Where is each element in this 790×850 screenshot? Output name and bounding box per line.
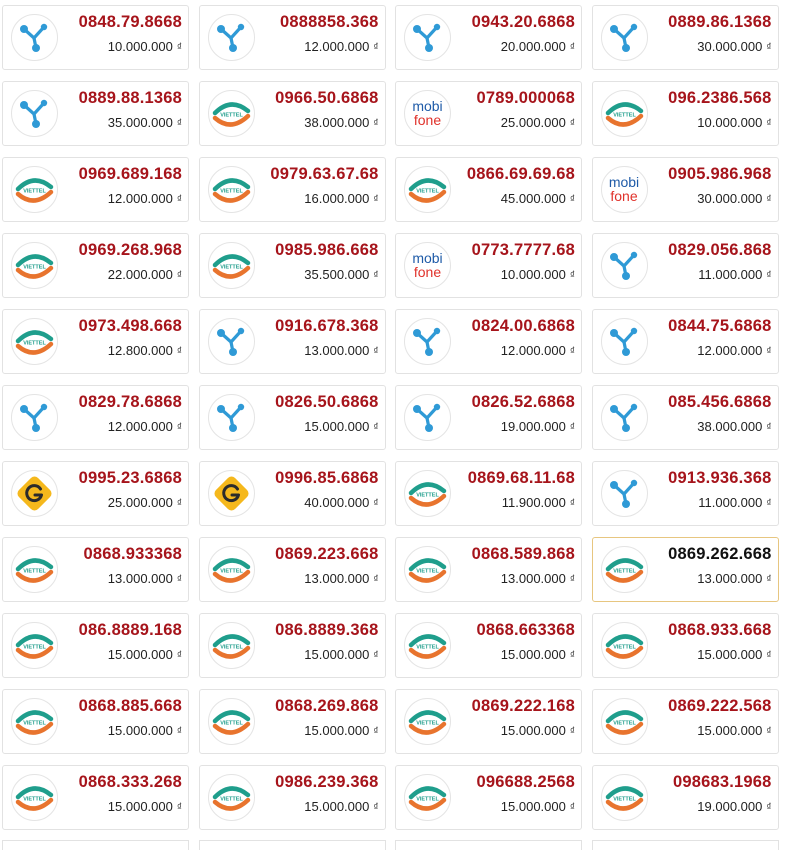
sim-number[interactable]: 0979.63.67.68 [270, 165, 379, 183]
mobifone-logo-text-1: mobi [412, 98, 443, 114]
sim-number[interactable]: 0829.056.868 [668, 241, 772, 259]
viettel-logo-icon [208, 622, 255, 669]
sim-price-value: 12.000.000 [107, 419, 173, 434]
currency-symbol: ₫ [569, 346, 575, 357]
currency-symbol: ₫ [766, 574, 772, 585]
sim-card[interactable] [395, 5, 582, 70]
currency-symbol: ₫ [373, 498, 379, 509]
mobifone-logo-text-2: fone [610, 188, 638, 204]
currency-symbol: ₫ [766, 726, 772, 737]
sim-price [697, 799, 771, 814]
currency-symbol: ₫ [766, 270, 772, 281]
sim-price [501, 799, 575, 814]
currency-symbol: ₫ [373, 118, 379, 129]
vinaphone-logo-icon [404, 318, 451, 365]
sim-number[interactable]: 0913.936.368 [668, 469, 772, 487]
sim-price [501, 267, 575, 282]
sim-number[interactable]: 096688.2568 [476, 773, 575, 791]
sim-card[interactable] [2, 613, 189, 678]
viettel-logo-icon [601, 622, 648, 669]
viettel-logo-text: VIETTEL [416, 720, 439, 727]
sim-number[interactable]: 0866.69.69.68 [466, 165, 575, 183]
sim-price-value: 12.000.000 [697, 343, 763, 358]
sim-price-value: 19.000.000 [500, 419, 566, 434]
sim-card[interactable] [592, 385, 779, 450]
viettel-logo-icon [11, 242, 58, 289]
sim-number[interactable]: 0889.88.1368 [78, 89, 182, 107]
sim-card[interactable] [2, 5, 189, 70]
viettel-logo-icon [601, 546, 648, 593]
sim-price-value: 13.000.000 [500, 571, 566, 586]
sim-price-value: 25.000.000 [107, 495, 173, 510]
sim-price-value: 15.000.000 [107, 723, 173, 738]
viettel-logo-text: VIETTEL [416, 644, 439, 651]
sim-price-value: 15.000.000 [107, 647, 173, 662]
sim-price [697, 39, 771, 54]
currency-symbol: ₫ [766, 422, 772, 433]
sim-price [304, 647, 378, 662]
mobifone-logo-icon [404, 242, 451, 289]
sim-price-value: 15.000.000 [697, 647, 763, 662]
sim-number[interactable]: 0943.20.6868 [471, 13, 575, 31]
sim-card[interactable] [395, 385, 582, 450]
viettel-logo-text: VIETTEL [219, 264, 243, 271]
sim-price [108, 191, 182, 206]
viettel-logo-icon [208, 774, 255, 821]
sim-card[interactable] [199, 157, 386, 222]
sim-price-value: 35.000.000 [107, 115, 173, 130]
vinaphone-logo-icon [208, 318, 255, 365]
currency-symbol: ₫ [569, 270, 575, 281]
sim-card[interactable] [592, 81, 779, 146]
vinaphone-logo-icon [601, 318, 648, 365]
currency-symbol: ₫ [176, 42, 182, 53]
vinaphone-logo-icon [601, 394, 648, 441]
sim-number[interactable]: 0916.678.368 [275, 317, 379, 335]
sim-number[interactable]: 0773.7777.68 [471, 241, 575, 259]
sim-number[interactable]: 0869.222.568 [668, 697, 772, 715]
currency-symbol: ₫ [373, 194, 379, 205]
sim-price [501, 571, 575, 586]
sim-price-value: 15.000.000 [500, 723, 566, 738]
viettel-logo-text: VIETTEL [416, 492, 439, 499]
sim-price [108, 723, 182, 738]
sim-price-value: 11.000.000 [698, 495, 763, 510]
sim-price-value: 10.000.000 [107, 39, 173, 54]
currency-symbol: ₫ [176, 650, 182, 661]
sim-price-value: 10.000.000 [697, 115, 763, 130]
viettel-logo-text: VIETTEL [219, 644, 243, 651]
mobifone-logo-text-1: mobi [608, 174, 640, 190]
sim-number[interactable]: 0966.50.6868 [275, 89, 379, 107]
sim-price [108, 39, 182, 54]
sim-price-value: 38.000.000 [304, 115, 370, 130]
viettel-logo-icon [11, 698, 58, 745]
sim-number[interactable]: 0869.68.11.68 [467, 469, 575, 487]
currency-symbol: ₫ [373, 42, 379, 53]
currency-symbol: ₫ [766, 346, 772, 357]
viettel-logo-icon [404, 470, 451, 517]
vinaphone-logo-icon [601, 14, 648, 61]
sim-price-value: 15.000.000 [500, 799, 566, 814]
sim-number[interactable]: 0869.262.668 [668, 545, 772, 563]
sim-card-partial [199, 840, 386, 850]
sim-price-value: 12.000.000 [500, 343, 566, 358]
mobifone-logo-text-1: mobi [412, 250, 443, 266]
sim-number[interactable]: 0868.269.868 [275, 697, 379, 715]
sim-price-value: 11.000.000 [698, 267, 763, 282]
sim-price [304, 115, 378, 130]
sim-price-value: 19.000.000 [697, 799, 763, 814]
sim-number[interactable]: 096.2386.568 [668, 89, 772, 107]
viettel-logo-text: VIETTEL [416, 796, 439, 803]
sim-card[interactable] [592, 157, 779, 222]
vinaphone-logo-icon [601, 470, 648, 517]
currency-symbol: ₫ [176, 726, 182, 737]
sim-card[interactable] [199, 461, 386, 526]
viettel-logo-icon [601, 698, 648, 745]
currency-symbol: ₫ [569, 118, 575, 129]
sim-price-value: 13.000.000 [107, 571, 173, 586]
sim-price-value: 38.000.000 [697, 419, 763, 434]
viettel-logo-icon [11, 622, 58, 669]
currency-symbol: ₫ [373, 270, 379, 281]
sim-card[interactable] [2, 157, 189, 222]
sim-card-partial [2, 840, 189, 850]
viettel-logo-text: VIETTEL [612, 644, 636, 651]
sim-price [501, 191, 575, 206]
currency-symbol: ₫ [569, 498, 575, 509]
viettel-logo-icon [11, 318, 58, 365]
sim-number[interactable]: 086.8889.168 [78, 621, 182, 639]
sim-price [304, 799, 378, 814]
sim-number[interactable]: 0996.85.6868 [275, 469, 379, 487]
sim-card[interactable] [395, 461, 582, 526]
sim-price [108, 267, 182, 282]
sim-price-value: 15.000.000 [304, 723, 370, 738]
sim-card[interactable] [592, 461, 779, 526]
currency-symbol: ₫ [569, 194, 575, 205]
mobifone-logo-text-2: fone [413, 264, 442, 280]
sim-price [697, 647, 771, 662]
currency-symbol: ₫ [766, 42, 772, 53]
sim-card[interactable] [2, 765, 189, 830]
sim-price [108, 419, 182, 434]
sim-number[interactable]: 0869.223.668 [275, 545, 379, 563]
viettel-logo-icon [404, 166, 451, 213]
sim-price [697, 191, 771, 206]
sim-card[interactable] [199, 537, 386, 602]
sim-price-value: 15.000.000 [500, 647, 566, 662]
currency-symbol: ₫ [373, 802, 379, 813]
currency-symbol: ₫ [176, 270, 182, 281]
currency-symbol: ₫ [569, 650, 575, 661]
sim-card[interactable] [592, 5, 779, 70]
sim-number[interactable]: 0868.589.868 [471, 545, 575, 563]
sim-price [697, 343, 771, 358]
sim-number[interactable]: 0868.663368 [476, 621, 575, 639]
sim-number[interactable]: 0969.689.168 [78, 165, 182, 183]
viettel-logo-text: VIETTEL [23, 720, 46, 727]
sim-price [698, 267, 771, 282]
sim-price [108, 343, 182, 358]
sim-card[interactable] [395, 765, 582, 830]
vinaphone-logo-icon [208, 394, 255, 441]
sim-price [304, 39, 378, 54]
sim-number[interactable]: 0868.933.668 [668, 621, 772, 639]
sim-number[interactable]: 0789.000068 [476, 89, 575, 107]
sim-price [501, 115, 575, 130]
sim-price [108, 571, 182, 586]
sim-price [304, 723, 378, 738]
sim-number[interactable]: 0868.933368 [83, 545, 182, 563]
sim-price-value: 13.000.000 [304, 571, 370, 586]
sim-card[interactable] [592, 309, 779, 374]
mobifone-logo-icon [601, 166, 648, 213]
viettel-logo-icon [404, 698, 451, 745]
sim-price [304, 191, 378, 206]
sim-card[interactable] [2, 309, 189, 374]
viettel-logo-text: VIETTEL [23, 796, 46, 803]
sim-price-value: 30.000.000 [697, 191, 763, 206]
sim-number[interactable]: 086.8889.368 [275, 621, 379, 639]
viettel-logo-text: VIETTEL [612, 568, 636, 575]
sim-number[interactable]: 0888858.368 [279, 13, 379, 31]
vinaphone-logo-icon [601, 242, 648, 289]
viettel-logo-icon [11, 166, 58, 213]
sim-price [304, 419, 378, 434]
currency-symbol: ₫ [176, 118, 182, 129]
sim-price-value: 20.000.000 [500, 39, 566, 54]
sim-price-value: 15.000.000 [304, 647, 370, 662]
sim-number[interactable]: 0995.23.6868 [78, 469, 182, 487]
sim-card[interactable] [2, 689, 189, 754]
sim-price-value: 15.000.000 [304, 419, 370, 434]
sim-price-value: 12.000.000 [304, 39, 370, 54]
vinaphone-logo-icon [208, 14, 255, 61]
currency-symbol: ₫ [176, 574, 182, 585]
vinaphone-logo-icon [11, 90, 58, 137]
currency-symbol: ₫ [766, 194, 772, 205]
viettel-logo-icon [208, 90, 255, 137]
sim-number[interactable]: 0889.86.1368 [668, 13, 772, 31]
sim-price [501, 723, 575, 738]
sim-price-value: 11.900.000 [501, 495, 566, 510]
sim-price-value: 15.000.000 [697, 723, 763, 738]
sim-price [304, 343, 378, 358]
viettel-logo-icon [11, 774, 58, 821]
sim-price-value: 13.000.000 [304, 343, 370, 358]
sim-card-partial [395, 840, 582, 850]
currency-symbol: ₫ [373, 346, 379, 357]
sim-price [304, 267, 378, 282]
viettel-logo-text: VIETTEL [23, 188, 46, 195]
viettel-logo-icon [404, 546, 451, 593]
viettel-logo-text: VIETTEL [416, 568, 439, 575]
sim-number[interactable]: 0905.986.968 [668, 165, 772, 183]
sim-price [501, 343, 575, 358]
sim-card[interactable] [199, 233, 386, 298]
viettel-logo-icon [404, 774, 451, 821]
sim-card[interactable] [395, 613, 582, 678]
currency-symbol: ₫ [373, 422, 379, 433]
sim-card[interactable] [395, 233, 582, 298]
sim-card[interactable] [395, 157, 582, 222]
sim-card[interactable] [199, 765, 386, 830]
sim-price [697, 419, 771, 434]
sim-price [697, 571, 771, 586]
sim-card[interactable] [199, 689, 386, 754]
currency-symbol: ₫ [569, 42, 575, 53]
viettel-logo-text: VIETTEL [612, 796, 636, 803]
sim-price [304, 495, 378, 510]
sim-card[interactable] [592, 537, 779, 602]
viettel-logo-icon [208, 698, 255, 745]
sim-number[interactable]: 0848.79.8668 [78, 13, 182, 31]
viettel-logo-text: VIETTEL [23, 340, 46, 347]
sim-card[interactable] [2, 461, 189, 526]
sim-card[interactable] [199, 81, 386, 146]
sim-card[interactable] [199, 613, 386, 678]
sim-price-value: 13.000.000 [697, 571, 763, 586]
currency-symbol: ₫ [569, 422, 575, 433]
sim-price-value: 25.000.000 [500, 115, 566, 130]
sim-price-value: 45.000.000 [500, 191, 566, 206]
sim-number[interactable]: 085.456.6868 [668, 393, 772, 411]
currency-symbol: ₫ [766, 498, 772, 509]
sim-card[interactable] [395, 537, 582, 602]
currency-symbol: ₫ [766, 650, 772, 661]
sim-price [502, 495, 575, 510]
viettel-logo-icon [208, 166, 255, 213]
sim-number[interactable]: 0844.75.6868 [668, 317, 772, 335]
sim-number[interactable]: 0868.333.268 [78, 773, 182, 791]
sim-card[interactable] [395, 309, 582, 374]
sim-price-value: 30.000.000 [697, 39, 763, 54]
sim-number[interactable]: 098683.1968 [672, 773, 772, 791]
gmobile-logo-icon [208, 470, 255, 517]
mobifone-logo-icon [404, 90, 451, 137]
vinaphone-logo-icon [404, 394, 451, 441]
currency-symbol: ₫ [373, 650, 379, 661]
sim-card[interactable] [2, 81, 189, 146]
viettel-logo-text: VIETTEL [219, 568, 243, 575]
vinaphone-logo-icon [404, 14, 451, 61]
viettel-logo-icon [601, 774, 648, 821]
currency-symbol: ₫ [373, 726, 379, 737]
viettel-logo-text: VIETTEL [612, 720, 636, 727]
viettel-logo-icon [404, 622, 451, 669]
sim-card[interactable] [592, 613, 779, 678]
viettel-logo-text: VIETTEL [219, 796, 243, 803]
sim-number[interactable]: 0868.885.668 [78, 697, 182, 715]
sim-number[interactable]: 0986.239.368 [275, 773, 379, 791]
sim-card[interactable] [2, 233, 189, 298]
sim-price-value: 22.000.000 [107, 267, 173, 282]
currency-symbol: ₫ [176, 802, 182, 813]
sim-price [108, 647, 182, 662]
vinaphone-logo-icon [11, 394, 58, 441]
sim-price-value: 40.000.000 [304, 495, 370, 510]
viettel-logo-text: VIETTEL [219, 188, 243, 195]
viettel-logo-text: VIETTEL [23, 264, 46, 271]
currency-symbol: ₫ [176, 422, 182, 433]
sim-card[interactable] [592, 689, 779, 754]
currency-symbol: ₫ [766, 118, 772, 129]
currency-symbol: ₫ [569, 802, 575, 813]
sim-price [108, 799, 182, 814]
sim-card[interactable] [592, 765, 779, 830]
sim-number[interactable]: 0826.52.6868 [471, 393, 575, 411]
viettel-logo-icon [601, 90, 648, 137]
sim-price [108, 115, 182, 130]
sim-number[interactable]: 0829.78.6868 [78, 393, 182, 411]
viettel-logo-text: VIETTEL [219, 720, 243, 727]
currency-symbol: ₫ [373, 574, 379, 585]
vinaphone-logo-icon [11, 14, 58, 61]
sim-price-value: 35.500.000 [304, 267, 370, 282]
sim-number[interactable]: 0973.498.668 [78, 317, 182, 335]
currency-symbol: ₫ [569, 574, 575, 585]
viettel-logo-text: VIETTEL [416, 188, 439, 195]
viettel-logo-text: VIETTEL [23, 568, 46, 575]
sim-price-value: 12.800.000 [107, 343, 173, 358]
sim-price-value: 15.000.000 [107, 799, 173, 814]
sim-number[interactable]: 0869.222.168 [471, 697, 575, 715]
sim-card[interactable] [2, 385, 189, 450]
gmobile-logo-icon [11, 470, 58, 517]
sim-card[interactable] [2, 537, 189, 602]
sim-price [697, 723, 771, 738]
sim-price-value: 10.000.000 [500, 267, 566, 282]
sim-price [698, 495, 771, 510]
currency-symbol: ₫ [766, 802, 772, 813]
sim-number[interactable]: 0985.986.668 [275, 241, 379, 259]
viettel-logo-text: VIETTEL [219, 112, 243, 119]
sim-card[interactable] [199, 385, 386, 450]
currency-symbol: ₫ [176, 498, 182, 509]
sim-number[interactable]: 0969.268.968 [78, 241, 182, 259]
sim-price-value: 12.000.000 [107, 191, 173, 206]
currency-symbol: ₫ [176, 194, 182, 205]
currency-symbol: ₫ [569, 726, 575, 737]
sim-number[interactable]: 0826.50.6868 [275, 393, 379, 411]
sim-card[interactable] [199, 309, 386, 374]
sim-card[interactable] [395, 689, 582, 754]
viettel-logo-text: VIETTEL [23, 644, 46, 651]
viettel-logo-text: VIETTEL [612, 112, 636, 119]
sim-card-partial [592, 840, 779, 850]
sim-price [501, 647, 575, 662]
sim-card[interactable] [592, 233, 779, 298]
sim-price [304, 571, 378, 586]
mobifone-logo-text-2: fone [413, 112, 442, 128]
currency-symbol: ₫ [176, 346, 182, 357]
sim-price-value: 16.000.000 [304, 191, 370, 206]
sim-number[interactable]: 0824.00.6868 [471, 317, 575, 335]
sim-price [501, 419, 575, 434]
sim-price [697, 115, 771, 130]
sim-card[interactable] [199, 5, 386, 70]
viettel-logo-icon [11, 546, 58, 593]
sim-price [108, 495, 182, 510]
sim-price [501, 39, 575, 54]
viettel-logo-icon [208, 242, 255, 289]
sim-price-value: 15.000.000 [304, 799, 370, 814]
viettel-logo-icon [208, 546, 255, 593]
sim-card[interactable] [395, 81, 582, 146]
